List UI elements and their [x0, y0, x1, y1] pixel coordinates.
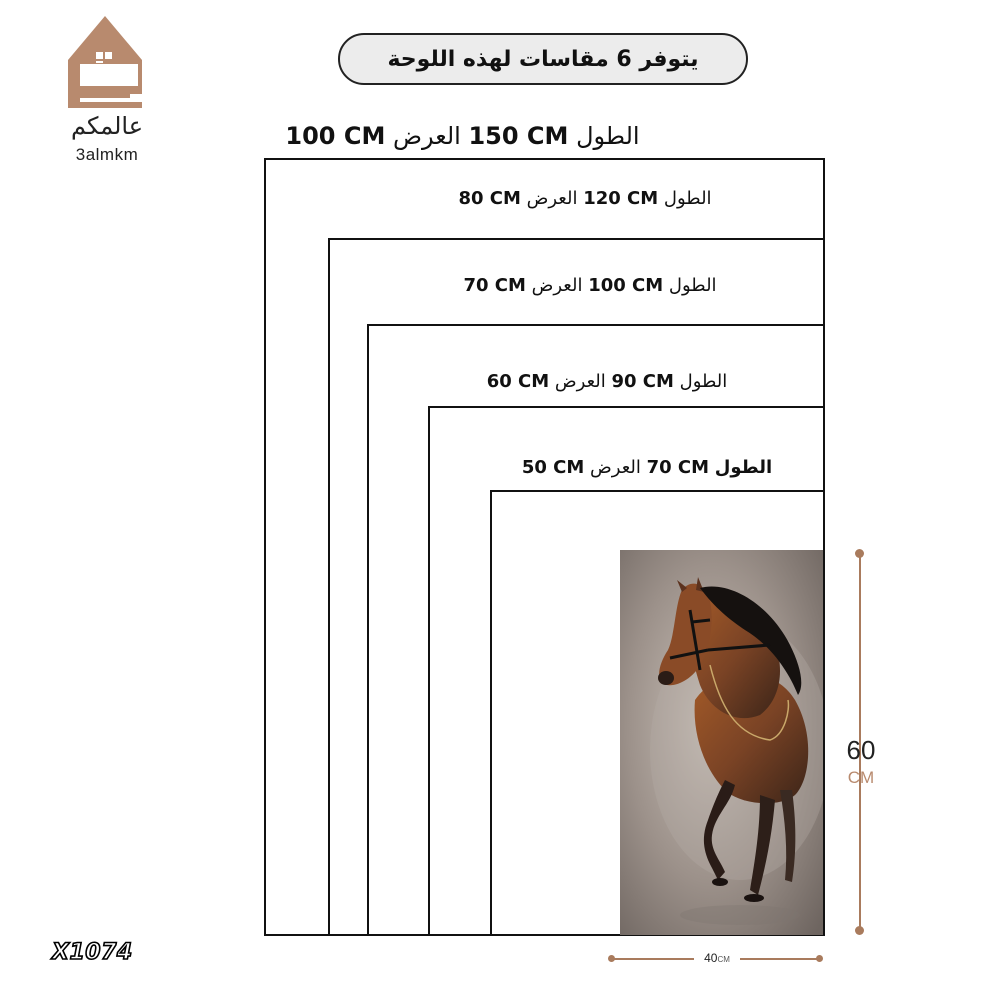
length-label: الطول: [668, 275, 717, 296]
length-value: 90 CM: [611, 371, 674, 392]
width-label: العرض: [531, 275, 583, 296]
width-unit: CM: [717, 955, 730, 964]
width-label: العرض: [590, 457, 641, 478]
width-label: العرض: [526, 188, 578, 209]
size-label-70x50: [502, 457, 792, 478]
height-value: 60: [846, 735, 876, 765]
width-label: العرض: [393, 122, 461, 150]
width-dimension-end: [608, 955, 615, 962]
height-dimension-end: [855, 549, 864, 558]
width-value: 70 CM: [463, 275, 526, 296]
width-value: 40: [704, 951, 718, 965]
width-dimension-end: [816, 955, 823, 962]
length-value: 120 CM: [583, 188, 659, 209]
length-label: الطول: [714, 457, 773, 478]
size-label-150x100: [280, 122, 645, 150]
size-label-90x60: [462, 371, 752, 392]
length-value: 70 CM: [646, 457, 710, 478]
height-dimension-end: [855, 926, 864, 935]
height-unit: CM: [847, 768, 875, 787]
length-label: الطول: [663, 188, 712, 209]
size-label-100x70: [445, 275, 735, 296]
width-value: 100 CM: [285, 122, 386, 150]
width-value: 60 CM: [486, 371, 550, 392]
size-label-120x80: [440, 188, 730, 209]
length-value: 150 CM: [468, 122, 569, 150]
length-label: الطول: [679, 371, 728, 392]
width-value: 80 CM: [458, 188, 521, 209]
width-label: العرض: [554, 371, 606, 392]
width-dimension-label: [694, 951, 740, 967]
length-label: الطول: [576, 122, 640, 150]
product-code: X1074: [52, 940, 133, 965]
sizes-headline: يتوفر 6 مقاسات لهذه اللوحة: [338, 33, 748, 85]
brand-name-english: 3almkm: [75, 145, 139, 164]
width-value: 50 CM: [521, 457, 585, 478]
brand-name-arabic: عالمكم: [70, 112, 144, 140]
length-value: 100 CM: [588, 275, 664, 296]
house-icon: [60, 12, 160, 112]
horse-painting: [620, 550, 823, 935]
